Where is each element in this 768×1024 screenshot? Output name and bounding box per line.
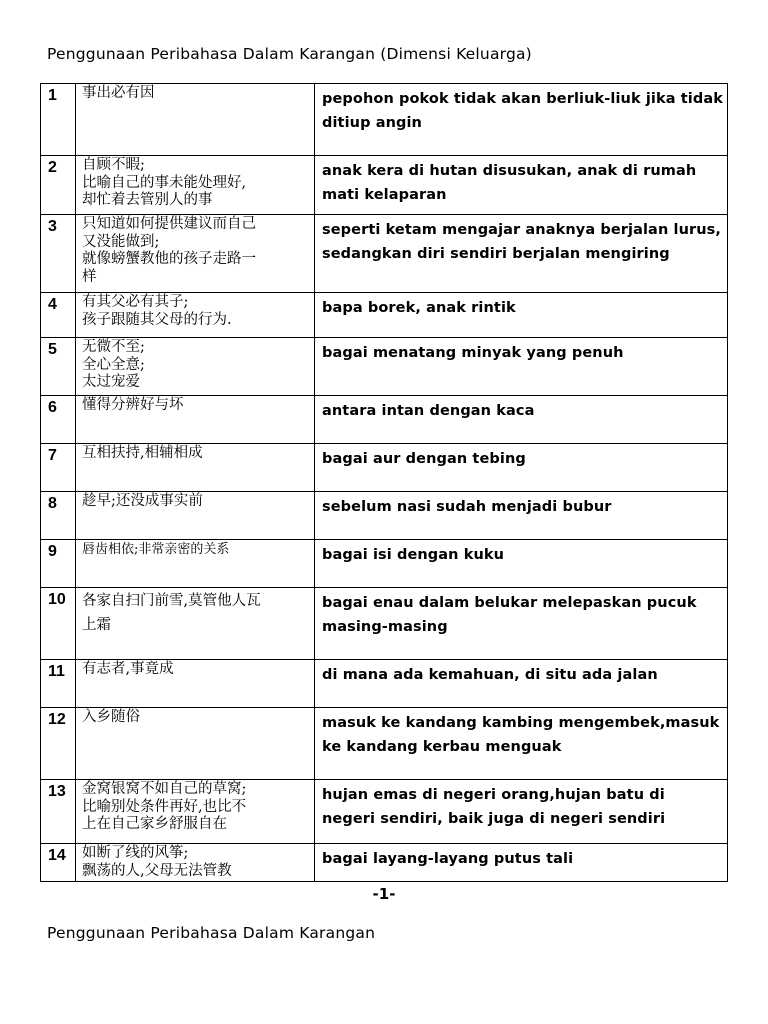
chinese-meaning: 只知道如何提供建议而自己 又没能做到; 就像螃蟹教他的孩子走路一 样	[76, 215, 315, 293]
malay-proverb: di mana ada kemahuan, di situ ada jalan	[315, 660, 728, 708]
row-number: 4	[41, 293, 76, 338]
malay-proverb: bapa borek, anak rintik	[315, 293, 728, 338]
row-number: 10	[41, 588, 76, 660]
row-number: 9	[41, 540, 76, 588]
malay-proverb: bagai menatang minyak yang penuh	[315, 338, 728, 396]
table-row	[41, 780, 728, 844]
table-row	[41, 215, 728, 293]
table-row	[41, 588, 728, 660]
table-row	[41, 396, 728, 444]
table-row	[41, 492, 728, 540]
next-page-title: Penggunaan Peribahasa Dalam Karangan	[47, 924, 376, 942]
chinese-meaning: 事出必有因	[76, 84, 315, 156]
chinese-meaning: 懂得分辨好与坏	[76, 396, 315, 444]
chinese-meaning: 有其父必有其子; 孩子跟随其父母的行为.	[76, 293, 315, 338]
chinese-meaning: 有志者,事竟成	[76, 660, 315, 708]
table-row	[41, 338, 728, 396]
proverb-table	[40, 83, 728, 882]
malay-proverb: bagai isi dengan kuku	[315, 540, 728, 588]
table-row	[41, 84, 728, 156]
table-row	[41, 540, 728, 588]
chinese-meaning: 入乡随俗	[76, 708, 315, 780]
row-number: 3	[41, 215, 76, 293]
malay-proverb: bagai aur dengan tebing	[315, 444, 728, 492]
malay-proverb: bagai layang-layang putus tali	[315, 844, 728, 882]
chinese-meaning: 各家自扫门前雪,莫管他人瓦 上霜	[76, 588, 315, 660]
page-number: -1-	[372, 885, 396, 903]
table-row	[41, 444, 728, 492]
malay-proverb: bagai enau dalam belukar melepaskan pucuk masing-masing	[315, 588, 728, 660]
row-number: 2	[41, 156, 76, 215]
row-number: 5	[41, 338, 76, 396]
chinese-meaning: 趁早;还没成事实前	[76, 492, 315, 540]
chinese-meaning: 互相扶持,相辅相成	[76, 444, 315, 492]
table-row	[41, 708, 728, 780]
table-row	[41, 660, 728, 708]
row-number: 11	[41, 660, 76, 708]
chinese-meaning: 如断了线的风筝; 飘荡的人,父母无法管教	[76, 844, 315, 882]
row-number: 13	[41, 780, 76, 844]
table-row	[41, 156, 728, 215]
malay-proverb: masuk ke kandang kambing mengembek,masuk ke kandang kerbau menguak	[315, 708, 728, 780]
malay-proverb: pepohon pokok tidak akan berliuk-liuk jika tidak ditiup angin	[315, 84, 728, 156]
row-number: 1	[41, 84, 76, 156]
page-title: Penggunaan Peribahasa Dalam Karangan (Dimensi Keluarga)	[47, 45, 532, 63]
chinese-meaning: 金窝银窝不如自己的草窝; 比喻别处条件再好,也比不 上在自己家乡舒服自在	[76, 780, 315, 844]
malay-proverb: anak kera di hutan disusukan, anak di rumah mati kelaparan	[315, 156, 728, 215]
chinese-meaning: 自顾不暇; 比喻自己的事未能处理好, 却忙着去管别人的事	[76, 156, 315, 215]
row-number: 12	[41, 708, 76, 780]
malay-proverb: hujan emas di negeri orang,hujan batu di negeri sendiri, baik juga di negeri sendiri	[315, 780, 728, 844]
chinese-meaning: 无微不至; 全心全意; 太过宠爱	[76, 338, 315, 396]
row-number: 7	[41, 444, 76, 492]
row-number: 6	[41, 396, 76, 444]
table-row	[41, 844, 728, 882]
malay-proverb: antara intan dengan kaca	[315, 396, 728, 444]
table-row	[41, 293, 728, 338]
row-number: 14	[41, 844, 76, 882]
chinese-meaning: 唇齿相依;非常亲密的关系	[76, 540, 315, 588]
malay-proverb: sebelum nasi sudah menjadi bubur	[315, 492, 728, 540]
malay-proverb: seperti ketam mengajar anaknya berjalan lurus, sedangkan diri sendiri berjalan mengiring	[315, 215, 728, 293]
row-number: 8	[41, 492, 76, 540]
